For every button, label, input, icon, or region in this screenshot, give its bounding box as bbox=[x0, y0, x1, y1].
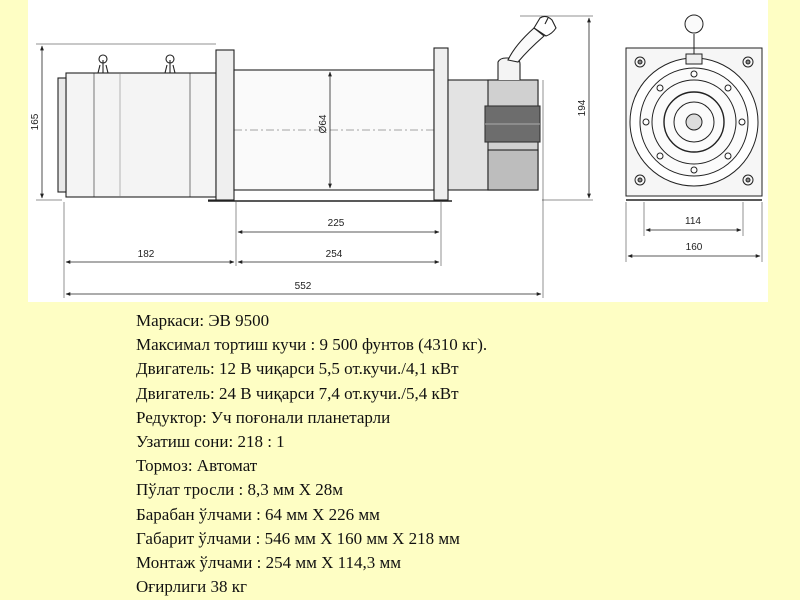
end-view-clutch-knob bbox=[685, 15, 703, 64]
spec-drum-size: Барабан ўлчами : 64 мм Х 226 мм bbox=[136, 504, 380, 524]
dimension-drum-diameter: Ø64 bbox=[318, 114, 329, 134]
spec-gear-ratio: Узатиш сони: 218 : 1 bbox=[136, 432, 285, 452]
spec-model: Маркаси: ЭВ 9500 bbox=[136, 311, 270, 330]
dimension-height-165: 165 bbox=[30, 113, 41, 131]
dimension-width-254: 254 bbox=[325, 249, 343, 260]
spec-gearbox: Редуктор: Уч поғонали планетарли bbox=[136, 407, 391, 427]
spec-weight: Оғирлиги 38 кг bbox=[136, 577, 248, 597]
motor-terminal-2 bbox=[165, 55, 175, 73]
spec-motor-12v: Двигатель: 12 В чиқарси 5,5 от.кучи./4,1 кВт bbox=[136, 359, 459, 379]
dimension-width-225: 225 bbox=[327, 218, 345, 229]
spec-overall-dimensions: Габарит ўлчами : 546 мм Х 160 мм Х 218 мм bbox=[136, 528, 460, 548]
spec-steel-rope: Пўлат тросли : 8,3 мм Х 28м bbox=[136, 480, 344, 500]
spec-mounting-dimensions: Монтаж ўлчами : 254 мм Х 114,3 мм bbox=[136, 553, 402, 573]
left-end-plate bbox=[216, 50, 234, 200]
end-view-dimensions bbox=[626, 202, 762, 262]
clutch-handle bbox=[498, 16, 556, 80]
spec-list bbox=[136, 309, 776, 599]
dimension-end-114: 114 bbox=[685, 216, 701, 227]
right-end-plate bbox=[434, 48, 448, 200]
dimension-height-194: 194 bbox=[577, 99, 588, 117]
motor-terminal-1 bbox=[98, 55, 108, 73]
winch-technical-drawing bbox=[28, 0, 768, 302]
spec-motor-24v: Двигатель: 24 В чиқарси 7,4 от.кучи./5,4 кВт bbox=[136, 383, 459, 403]
spec-max-pull: Максимал тортиш кучи : 9 500 фунтов (4310 кг). bbox=[136, 335, 488, 355]
dimension-width-182: 182 bbox=[137, 249, 155, 260]
motor-body bbox=[66, 73, 216, 197]
motor-end-cap bbox=[58, 78, 66, 192]
dimension-end-160: 160 bbox=[685, 242, 703, 253]
winch-end-view bbox=[626, 15, 762, 200]
spec-brake: Тормоз: Автомат bbox=[136, 456, 258, 476]
dimension-total-552: 552 bbox=[294, 281, 312, 292]
technical-drawing-panel bbox=[28, 0, 768, 302]
